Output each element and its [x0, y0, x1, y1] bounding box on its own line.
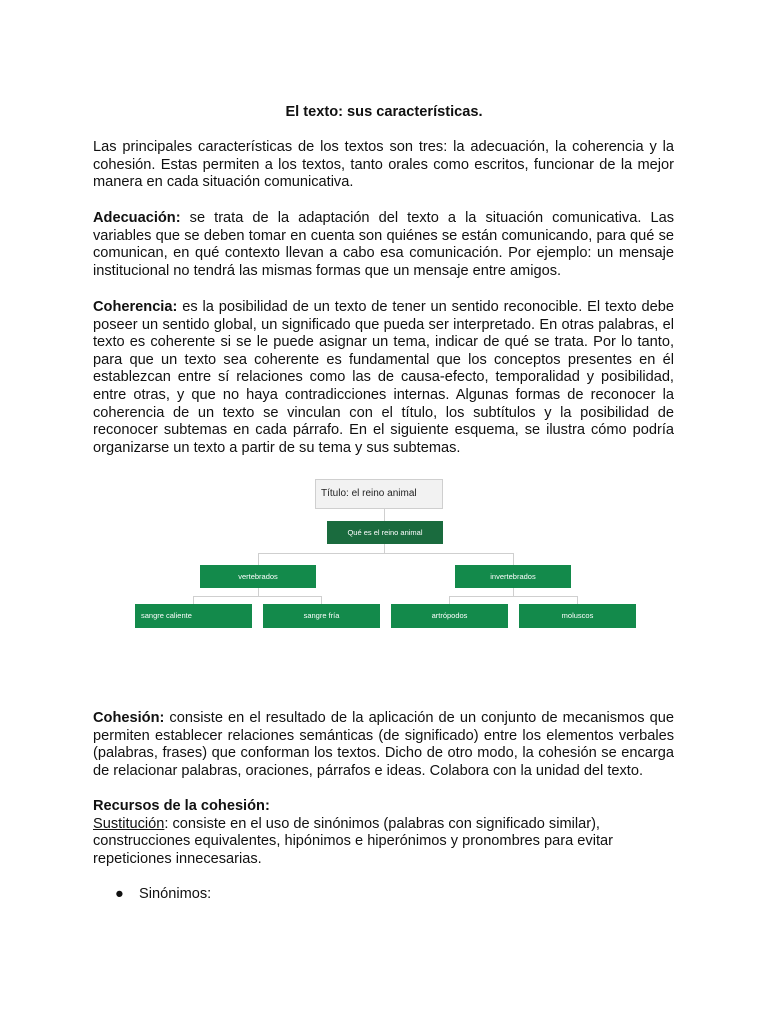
diagram-leaf-label: sangre caliente [141, 611, 192, 620]
coherencia-term: Coherencia: [93, 299, 178, 315]
adecuacion-paragraph [93, 210, 674, 280]
diagram-level1-box [327, 521, 443, 544]
connector-line [384, 544, 385, 553]
diagram-root-title: Título: el reino animal [315, 479, 443, 509]
diagram-vertebrados-label: vertebrados [238, 571, 278, 581]
adecuacion-text: se trata de la adaptación del texto a la situación comunicativa. Las variables que se deben tomar en cuenta son quiénes se están comunicando, para qué se comunican, en qué contexto llevan a cabo esa comunicación. Por ejemplo: un mensaje institucional no tendrá las mismas formas que un mensaje entre amigos. [93, 210, 674, 279]
recursos-paragraph [93, 798, 613, 868]
diagram-leaf-artropodos [391, 604, 508, 628]
connector-line [193, 596, 194, 604]
connector-line [577, 596, 578, 604]
intro-text: Las principales características de los textos son tres: la adecuación, la coherencia y la cohesión. Estas permiten a los textos, tanto orales como escritos, funcionar de la mejor manera en cada situación comunicativa. [93, 139, 674, 191]
diagram-leaf-label: sangre fría [303, 611, 340, 620]
connector-line [384, 509, 385, 521]
bullet-item-sinonimos: Sinónimos: [139, 886, 212, 902]
bullet-marker: ● [115, 886, 124, 902]
diagram-vertebrados-box [200, 565, 316, 588]
page-title: El texto: sus características. [285, 104, 483, 120]
coherencia-text: es la posibilidad de un texto de tener un sentido reconocible. El texto debe poseer un sentido global, un significado que pueda ser interpretado. En otras palabras, el texto es coherente si se le puede asignar un tema, indicar de qué se trata. Por lo tanto, para que un texto sea coherente es fundamental que los conceptos presentes en él establezcan entre sí relaciones como las de causa-efecto, temporalidad y posibilidad, entre otras, y que no haya contradicciones internas. Algunas formas de reconocer la coherencia de un texto se vinculan con el título, los subtítulos y la posibilidad de reconocer subtemas en cada párrafo. En el siguiente esquema, se ilustra cómo podría organizarse un texto a partir de su tema y sus subtemas. [93, 299, 674, 456]
recursos-heading: Recursos de la cohesión: [93, 798, 270, 814]
sustitucion-text: : consiste en el uso de sinónimos (palabras con significado similar), construcciones equivalentes, hipónimos e hiperónimos y pronombres para evitar repeticiones innecesarias. [93, 815, 613, 867]
connector-line [321, 596, 322, 604]
coherencia-paragraph [93, 299, 674, 457]
cohesion-text: consiste en el resultado de la aplicación de un conjunto de mecanismos que permiten establecer relaciones semánticas (de significado) entre los elementos verbales (palabras, frases) que conforman los textos. Dicho de otro modo, la cohesión se encarga de relacionar palabras, oraciones, párrafos e ideas. Colabora con la unidad del texto. [93, 710, 674, 779]
connector-line [513, 588, 514, 596]
connector-line [193, 596, 322, 597]
adecuacion-term: Adecuación: [93, 210, 181, 226]
diagram-leaf-moluscos [519, 604, 636, 628]
diagram-leaf-sangre-caliente [135, 604, 252, 628]
diagram-invertebrados-box [455, 565, 571, 588]
diagram-leaf-sangre-fria [263, 604, 380, 628]
connector-line [258, 553, 259, 565]
cohesion-paragraph [93, 710, 674, 780]
diagram-leaf-label: artrópodos [431, 611, 468, 620]
connector-line [449, 596, 578, 597]
cohesion-term: Cohesión: [93, 710, 165, 726]
connector-line [449, 596, 450, 604]
connector-line [513, 553, 514, 565]
diagram-level1-label: Qué es el reino animal [347, 527, 423, 537]
sustitucion-term: Sustitución [93, 815, 165, 832]
connector-line [258, 553, 514, 554]
intro-paragraph [93, 139, 674, 192]
diagram-leaf-label: moluscos [561, 611, 594, 620]
connector-line [258, 588, 259, 596]
diagram-invertebrados-label: invertebrados [490, 571, 536, 581]
